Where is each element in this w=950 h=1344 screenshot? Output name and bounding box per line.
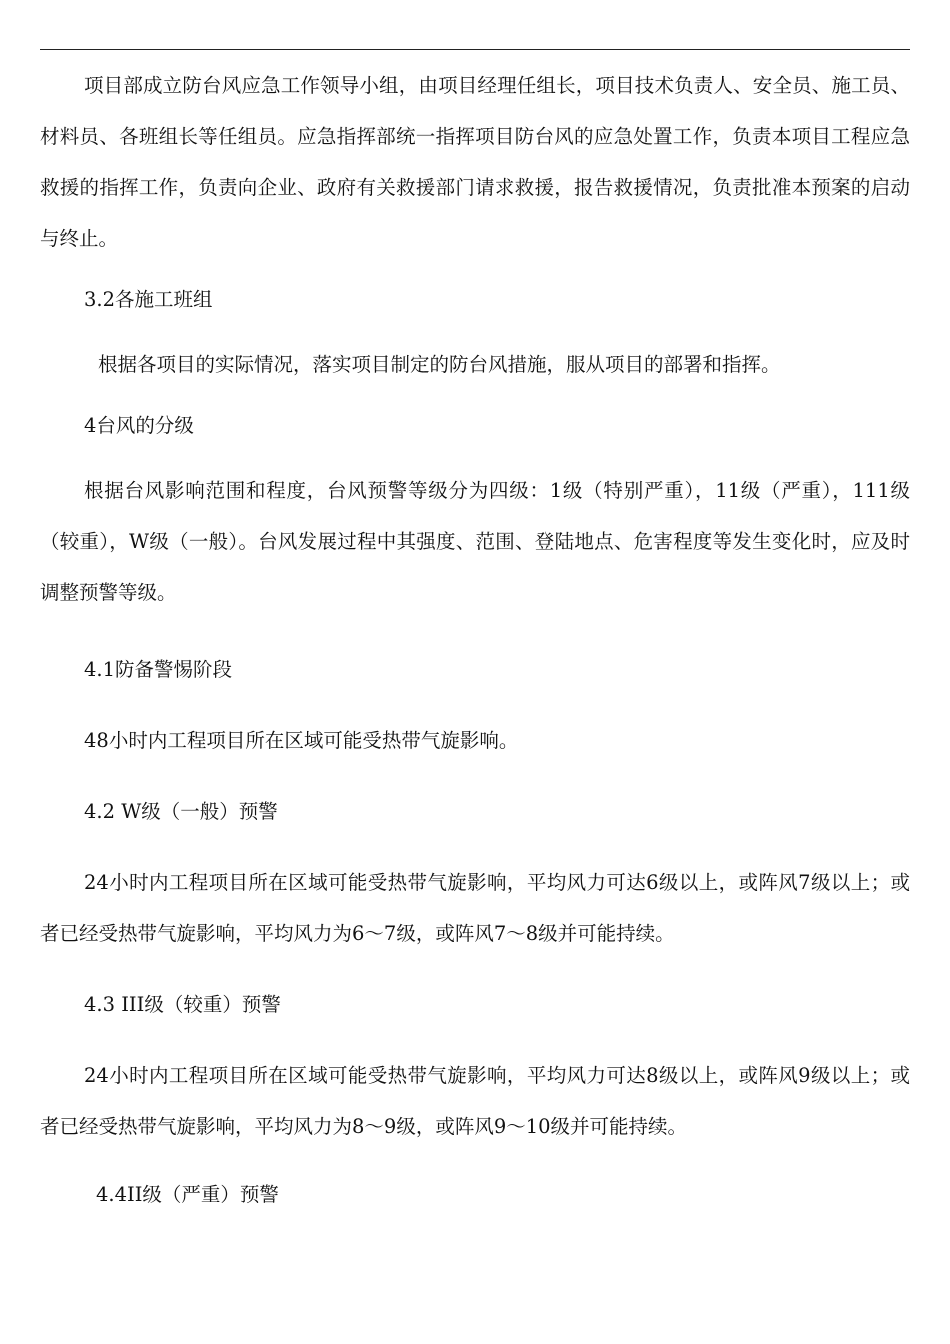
paragraph-level-iii-warning: 24小时内工程项目所在区域可能受热带气旋影响，平均风力可达8级以上，或阵风9级以上；或者已经受热带气旋影响，平均风力为8〜9级，或阵风9〜10级并可能持续。 [40, 1064, 910, 1138]
paragraph-construction-teams: 根据各项目的实际情况，落实项目制定的防台风措施，服从项目的部署和指挥。 [98, 353, 781, 376]
paragraph-typhoon-levels: 根据台风影响范围和程度，台风预警等级分为四级：1级（特别严重），11级（严重），111级（较重），W级（一般）。台风发展过程中其强度、范围、登陆地点、危害程度等发生变化时，应及时调整预警等级。 [40, 479, 910, 604]
heading-4-2: 4.2 W级（一般）预警 [84, 800, 278, 823]
heading-4: 4台风的分级 [84, 414, 194, 437]
heading-4-4: 4.4II级（严重）预警 [96, 1183, 279, 1206]
heading-3-2: 3.2各施工班组 [84, 288, 213, 311]
paragraph-level-iv-warning: 24小时内工程项目所在区域可能受热带气旋影响，平均风力可达6级以上，或阵风7级以上；或者已经受热带气旋影响，平均风力为6〜7级，或阵风7〜8级并可能持续。 [40, 871, 910, 945]
document-body [40, 60, 910, 1208]
heading-4-1: 4.1防备警惕阶段 [84, 658, 233, 681]
header-rule [40, 49, 910, 50]
heading-4-3: 4.3 III级（较重）预警 [84, 993, 281, 1016]
paragraph-leadership-group: 项目部成立防台风应急工作领导小组，由项目经理任组长，项目技术负责人、安全员、施工员、材料员、各班组长等任组员。应急指挥部统一指挥项目防台风的应急处置工作，负责本项目工程应急救援的指挥工作，负责向企业、政府有关救援部门请求救援，报告救援情况，负责批准本预案的启动与终止。 [40, 74, 910, 250]
paragraph-alert-stage: 48小时内工程项目所在区域可能受热带气旋影响。 [84, 729, 519, 752]
